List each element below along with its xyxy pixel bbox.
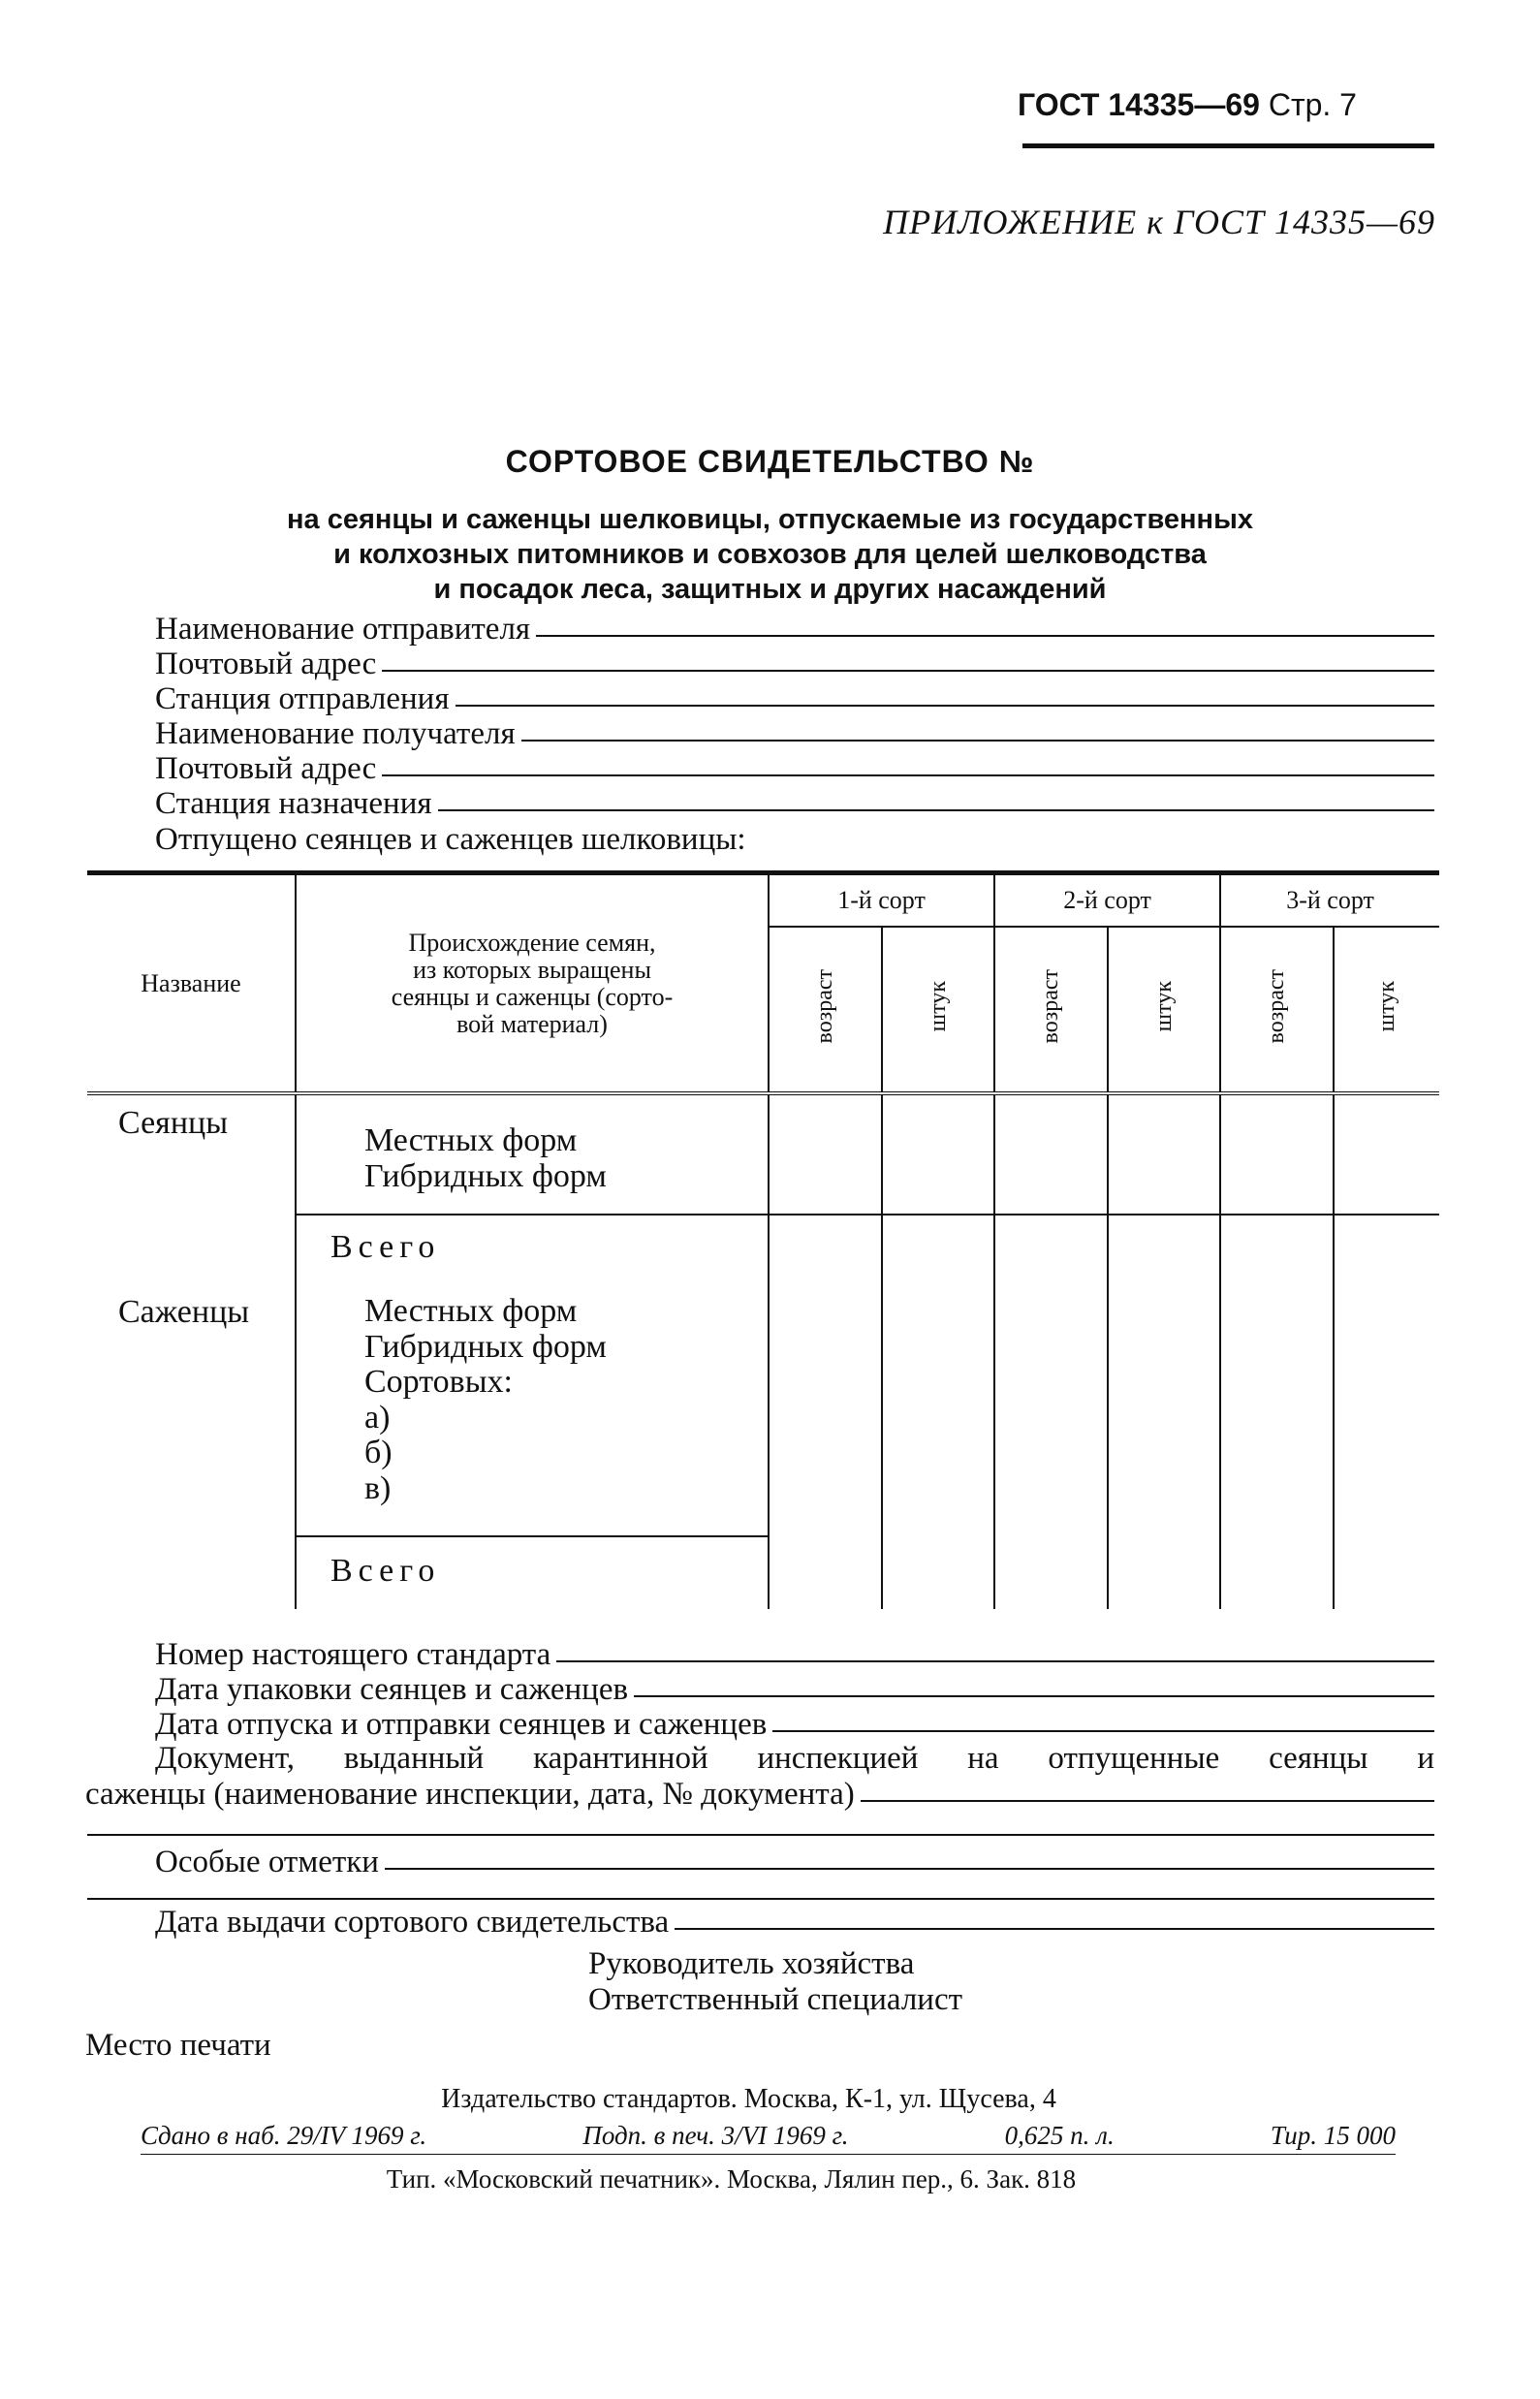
departure-station-label: Станция отправления	[155, 681, 450, 716]
seedlings-total-g2-age[interactable]	[994, 1215, 1108, 1282]
seedlings-local-forms: Местных форм	[364, 1122, 578, 1158]
sheets-count: 0,625 п. л.	[1004, 2121, 1115, 2150]
issue-date-label: Дата выдачи сортового свидетельства	[155, 1905, 670, 1940]
standard-number-label: Номер настоящего стандарта	[155, 1637, 551, 1672]
grade-1-header: 1-й сорт	[769, 873, 994, 928]
recipient-address-field[interactable]	[155, 752, 1434, 785]
released-line: Отпущено сеянцев и саженцев шелковицы:	[155, 822, 746, 857]
col-origin-line3: сеянцы и саженцы (сорто-	[391, 982, 674, 1011]
saplings-total-g2-age[interactable]	[994, 1536, 1108, 1609]
saplings-total-label: Всего	[296, 1536, 769, 1609]
destination-station-label: Станция назначения	[155, 786, 432, 821]
seedlings-total-g3-age[interactable]	[1220, 1215, 1334, 1282]
seal-place: Место печати	[85, 2028, 271, 2063]
header-rule	[1022, 143, 1434, 148]
recipient-name-field[interactable]	[155, 717, 1434, 750]
head-of-farm: Руководитель хозяйства	[588, 1946, 915, 1981]
grade-1-count-header	[882, 927, 994, 1093]
seedlings-label: Сеянцы	[87, 1093, 296, 1215]
print-details-line	[141, 2121, 1396, 2151]
standard-number-field[interactable]	[155, 1638, 1434, 1671]
quarantine-doc-line2: саженцы (наименование инспекции, дата, № документа)	[85, 1777, 855, 1812]
publisher-line: Издательство стандартов. Москва, К-1, ул. Щусева, 4	[441, 2084, 1056, 2114]
grade-3-header: 3-й сорт	[1220, 873, 1439, 928]
seedlings-total-g2-count[interactable]	[1108, 1215, 1220, 1282]
special-notes-label: Особые отметки	[155, 1845, 379, 1879]
issue-date-field[interactable]	[155, 1906, 1434, 1939]
quarantine-doc-field[interactable]	[85, 1778, 1434, 1811]
saplings-g1-age[interactable]	[769, 1282, 882, 1536]
seedlings-g1-age[interactable]	[769, 1093, 882, 1215]
grade-2-age-label: возраст	[1038, 968, 1064, 1044]
col-name-header: Название	[87, 873, 296, 1094]
saplings-total-g2-count[interactable]	[1108, 1536, 1220, 1609]
grade-3-age-header	[1220, 927, 1334, 1093]
saplings-varietal: Сортовых:	[364, 1364, 513, 1400]
sender-name-label: Наименование отправителя	[155, 612, 531, 647]
seedlings-total-label: Всего	[296, 1215, 769, 1282]
seedlings-total-g1-count[interactable]	[882, 1215, 994, 1282]
grade-2-age-header	[994, 927, 1108, 1093]
blank-line-2[interactable]	[87, 1898, 1434, 1900]
grade-3-count-header	[1334, 927, 1439, 1093]
signed-date: Подп. в печ. 3/VI 1969 г.	[582, 2121, 849, 2150]
saplings-item-c: в)	[364, 1469, 392, 1506]
grade-1-age-label: возраст	[812, 968, 837, 1044]
quarantine-doc-line1: Документ, выданный карантинной инспекцией на отпущенные сеянцы и	[155, 1741, 1434, 1776]
destination-station-field[interactable]	[155, 787, 1434, 820]
printer-line: Тип. «Московский печатник». Москва, Лялин пер., 6. Зак. 818	[386, 2164, 1077, 2194]
sender-name-field[interactable]	[155, 613, 1434, 646]
header-standard-number: ГОСТ 14335—69	[1018, 87, 1260, 122]
saplings-g3-count[interactable]	[1334, 1282, 1439, 1536]
sender-address-field[interactable]	[155, 647, 1434, 680]
responsible-specialist: Ответственный специалист	[588, 1982, 963, 2017]
seedlings-g2-count[interactable]	[1108, 1093, 1220, 1215]
seedlings-g3-age[interactable]	[1220, 1093, 1334, 1215]
saplings-item-a: а)	[364, 1399, 391, 1436]
imprint-underline	[141, 2154, 1396, 2155]
grade-2-count-header	[1108, 927, 1220, 1093]
seedlings-forms-cell	[296, 1093, 769, 1215]
print-run: Тир. 15 000	[1270, 2121, 1396, 2150]
saplings-total-g1-count[interactable]	[882, 1536, 994, 1609]
seedlings-g3-count[interactable]	[1334, 1093, 1439, 1215]
seedlings-hybrid-forms: Гибридных форм	[364, 1158, 607, 1194]
col-origin-line1: Происхождение семян,	[408, 928, 656, 957]
saplings-total-g3-count[interactable]	[1334, 1536, 1439, 1609]
col-origin-line4: вой материал)	[456, 1009, 608, 1038]
form-subtitle-line1: на сеянцы и саженцы шелковицы, отпускаемые из государственных	[287, 504, 1253, 535]
saplings-g1-count[interactable]	[882, 1282, 994, 1536]
grade-3-count-label: штук	[1373, 980, 1399, 1032]
saplings-total-g3-age[interactable]	[1220, 1536, 1334, 1609]
header-page-number: Стр. 7	[1268, 87, 1357, 122]
saplings-total-g1-age[interactable]	[769, 1536, 882, 1609]
seedlings-g1-count[interactable]	[882, 1093, 994, 1215]
sender-address-label: Почтовый адрес	[155, 647, 377, 681]
saplings-forms-cell	[296, 1282, 769, 1536]
grade-1-age-header	[769, 927, 882, 1093]
saplings-g2-age[interactable]	[994, 1282, 1108, 1536]
col-origin-header	[296, 873, 769, 1094]
form-subtitle-line2: и колхозных питомников и совхозов для целей шелководства	[333, 539, 1207, 570]
appendix-label: ПРИЛОЖЕНИЕ к ГОСТ 14335—69	[883, 203, 1435, 241]
recipient-address-label: Почтовый адрес	[155, 751, 377, 786]
saplings-item-b: б)	[364, 1435, 393, 1470]
special-notes-field[interactable]	[155, 1846, 1434, 1878]
release-date-field[interactable]	[155, 1708, 1434, 1741]
submitted-date: Сдано в наб. 29/IV 1969 г.	[141, 2121, 427, 2150]
grade-1-count-label: штук	[925, 980, 951, 1032]
saplings-g3-age[interactable]	[1220, 1282, 1334, 1536]
blank-line-1[interactable]	[87, 1834, 1434, 1836]
pack-date-label: Дата упаковки сеянцев и саженцев	[155, 1672, 629, 1707]
seedlings-total-spacer	[87, 1215, 296, 1282]
grade-3-age-label: возраст	[1264, 968, 1290, 1044]
grade-table	[87, 870, 1439, 1609]
saplings-g2-count[interactable]	[1108, 1282, 1220, 1536]
seedlings-g2-age[interactable]	[994, 1093, 1108, 1215]
departure-station-field[interactable]	[155, 682, 1434, 715]
recipient-name-label: Наименование получателя	[155, 716, 516, 751]
pack-date-field[interactable]	[155, 1673, 1434, 1706]
release-date-label: Дата отпуска и отправки сеянцев и саженцев	[155, 1707, 768, 1742]
saplings-hybrid-forms: Гибридных форм	[364, 1328, 607, 1365]
form-title: СОРТОВОЕ СВИДЕТЕЛЬСТВО №	[505, 444, 1035, 479]
saplings-label: Саженцы	[87, 1282, 296, 1536]
header-standard	[1018, 87, 1357, 123]
seedlings-total-g3-count[interactable]	[1334, 1215, 1439, 1282]
grade-2-header: 2-й сорт	[994, 873, 1220, 928]
saplings-total-spacer	[87, 1536, 296, 1609]
saplings-local-forms: Местных форм	[364, 1293, 578, 1329]
seedlings-total-g1-age[interactable]	[769, 1215, 882, 1282]
form-subtitle-line3: и посадок леса, защитных и других насаждений	[433, 574, 1107, 605]
col-origin-line2: из которых выращены	[413, 955, 651, 984]
grade-2-count-label: штук	[1150, 980, 1177, 1032]
